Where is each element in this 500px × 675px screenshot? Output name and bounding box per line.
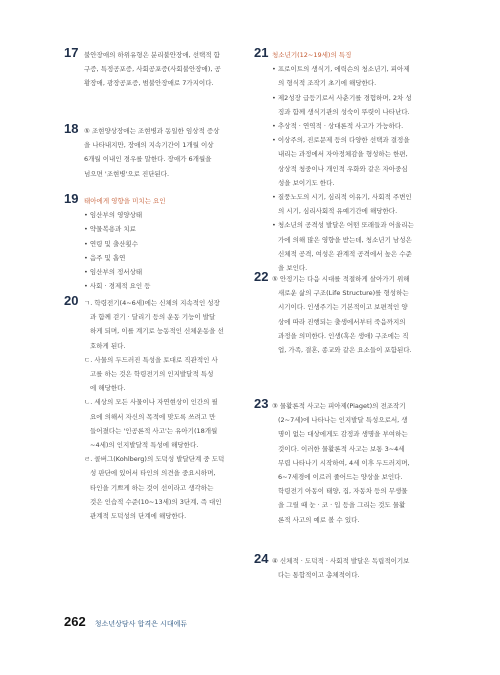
- question-number: 18: [64, 121, 79, 136]
- text-line: ㄴ. 세상의 모든 사물이나 자연현상이 인간의 필: [84, 398, 218, 407]
- text-line: ~4세)의 인지발달적 특성에 해당한다.: [90, 441, 199, 450]
- question-number: 17: [64, 45, 79, 60]
- text-line: 구증, 특정공포증, 사회공포증(사회불안장애), 공: [84, 65, 221, 74]
- text-line: ③ 물활론적 사고는 피아제(Piaget)의 전조작기: [272, 402, 406, 410]
- list-item: • 음주 및 흡연: [84, 251, 264, 265]
- text-line: 타인을 기쁘게 하는 것이 선이라고 생각하는: [90, 483, 214, 492]
- answer-text: [84, 124, 264, 181]
- text-line: 징과 함께 생식기관의 성숙이 뚜렷이 나타난다.: [278, 107, 410, 116]
- text-line: ㄱ. 학령전기(4~6세)에는 신체의 지속적인 성장: [84, 299, 220, 307]
- section-title: 태아에게 영향을 미치는 요인: [84, 197, 166, 205]
- footer-title: 청소년상담사 합격은 시대에듀: [94, 620, 188, 628]
- text-line: 의 형식적 조작기 초기에 해당한다.: [278, 79, 377, 88]
- text-line: ④ 신체적 · 도덕적 · 사회적 발달은 독립적이기보: [272, 557, 410, 565]
- text-line: ⑤ 조현양상장애는 조현병과 동일한 임상적 증상: [84, 127, 220, 135]
- section-title: 청소년기(12~19세)의 특징: [272, 51, 352, 59]
- list-item: • 청소년의 공격성 발달은 어떤 또래들과 어울리는: [272, 218, 457, 232]
- list-item: • 이상주의, 진로문제 등의 다양한 선택과 결정을: [272, 133, 457, 147]
- text-line: 황장애, 광장공포증, 범불안장애로 7가지이다.: [84, 79, 214, 88]
- text-line: 성 판단에 있어서 타인의 의견을 중요시하며,: [90, 469, 216, 478]
- text-line: 호하게 된다.: [90, 341, 126, 350]
- text-line: ㄷ. 사물의 두드러진 특성을 토대로 직관적인 사: [84, 355, 218, 364]
- text-line: 론적 사고의 예로 볼 수 있다.: [278, 515, 360, 524]
- text-line: 것은 인습적 수준(10~13세)의 3단계, 즉 대인: [90, 497, 222, 506]
- question-number: 19: [64, 191, 79, 206]
- question-number: 21: [254, 45, 269, 60]
- text-line: 과정을 의미한다. 인생(혹은 생애) 구조에는 직: [278, 331, 409, 340]
- list-item: • 사회 · 경제적 요인 등: [84, 279, 264, 293]
- text-line: 과 함께 걷기 · 달리기 등의 운동 기능이 발달: [90, 313, 216, 322]
- text-line: 성을 보이기도 한다.: [278, 178, 335, 187]
- text-line: 가에 의해 많은 영향을 받는데, 청소년기 남성은: [278, 235, 412, 244]
- answer-text: [84, 48, 264, 91]
- answer-text: [84, 296, 264, 523]
- question-number: 22: [254, 269, 269, 284]
- answer-text: [272, 399, 457, 527]
- text-line: 상에 따라 진행되는 출생에서부터 죽음까지의: [278, 317, 406, 326]
- text-line: (2~7세)에 나타나는 인지발달 특성으로서, 생: [278, 416, 408, 425]
- text-line: 고를 하는 것은 학령전기의 인지발달적 특성: [90, 370, 214, 379]
- answer-text: [272, 48, 457, 275]
- question-number: 20: [64, 293, 79, 308]
- text-line: 에 해당한다.: [90, 384, 126, 393]
- answer-text: [272, 554, 457, 582]
- list-item: • 임산부의 정서상태: [84, 265, 264, 279]
- text-line: 다는 통합적이고 총체적이다.: [278, 571, 360, 580]
- list-item: • 제2성장 급등기로서 사춘기를 경험하며, 2차 성: [272, 91, 457, 105]
- text-line: 들어졌다는 '인공론적 사고'는 유아기(18개월: [90, 426, 218, 435]
- text-line: ⑤ 안정기는 다음 시대를 적절하게 살아가기 위해: [272, 275, 410, 283]
- list-item: • 추상적 · 연역적 · 상대론적 사고가 가능하다.: [272, 119, 457, 133]
- text-line: 6~7세경에 이르러 줄어드는 양상을 보인다.: [278, 473, 403, 482]
- text-line: 을 그릴 때 눈 · 코 · 입 등을 그리는 것도 물활: [278, 501, 406, 510]
- text-line: 하게 되며, 이를 계기로 능동적인 신체운동을 선: [90, 327, 224, 336]
- text-line: 을 나타내지만, 장애의 지속기간이 1개월 이상: [84, 141, 214, 150]
- text-line: 6개월 이내인 경우를 말한다. 장애가 6개월을: [84, 155, 212, 164]
- list-item: • 약물복용과 치료: [84, 222, 264, 236]
- page-number: 262: [64, 614, 86, 629]
- text-line: 시기이다. 인생주기는 기본적이고 보편적인 양: [278, 303, 408, 312]
- text-line: 학령전기 아동이 태양, 집, 자동차 등의 무생물: [278, 487, 408, 496]
- text-line: ㄹ. 콜버그(Kohlberg)의 도덕성 발달단계 중 도덕: [84, 455, 225, 464]
- text-line: 것이다. 이러한 물활론적 사고는 보통 3~4세: [278, 444, 405, 453]
- answer-text: [272, 272, 457, 357]
- text-line: 상상적 청중이나 개인적 우화와 같은 자아중심: [278, 164, 408, 173]
- page-footer: [64, 611, 187, 630]
- text-line: 새로운 삶의 구조(Life Structure)를 형성하는: [278, 289, 409, 298]
- text-line: 업, 가족, 결혼, 종교와 같은 요소들이 포함된다.: [278, 346, 412, 355]
- list-item: • 질풍노도의 시기, 심리적 이유기, 사회적 주변인: [272, 190, 457, 204]
- text-line: 내리는 과정에서 자아정체감을 형성하는 한편,: [278, 150, 408, 159]
- text-line: 무렵 나타나기 시작하여, 4세 이후 두드러지며,: [278, 458, 410, 467]
- list-item: • 프로이트의 생식기, 에릭슨의 청소년기, 피아제: [272, 62, 457, 76]
- list-item: • 임산부의 영양상태: [84, 208, 264, 222]
- text-line: 의 시기, 심리사회적 유예기간에 해당한다.: [278, 207, 398, 216]
- text-line: 불안장애의 하위유형은 분리불안장애, 선택적 함: [84, 51, 220, 59]
- answer-text: [84, 194, 264, 293]
- text-line: 관계적 도덕성의 단계에 해당한다.: [90, 512, 187, 521]
- text-line: 을 보인다.: [278, 264, 308, 273]
- question-number: 23: [254, 396, 269, 411]
- text-line: 명이 없는 대상에게도 감정과 생명을 부여하는: [278, 430, 408, 439]
- question-number: 24: [254, 551, 269, 566]
- text-line: 신체적 공격, 여성은 관계적 공격에서 높은 수준: [278, 249, 412, 258]
- text-line: 넘으면 '조현병'으로 진단된다.: [84, 169, 170, 178]
- list-item: • 연령 및 출산횟수: [84, 237, 264, 251]
- text-line: 요에 의해서 자신의 목적에 맞도록 쓰려고 만: [90, 412, 216, 421]
